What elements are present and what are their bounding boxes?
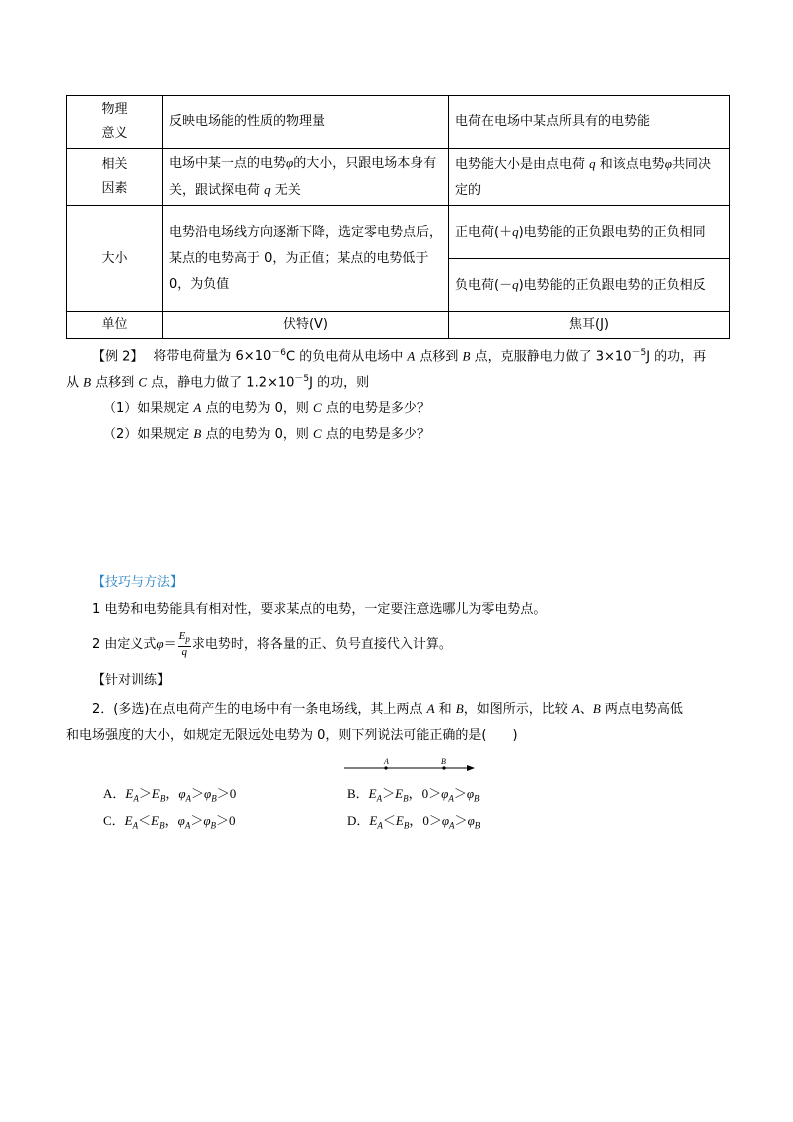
cell-potential-magnitude: 电势沿电场线方向逐渐下降，选定零电势点后，某点的电势高于 0，为正值；某点的电势低于 0，为负值 bbox=[163, 206, 449, 312]
E-symbol: E bbox=[369, 813, 378, 828]
text: )电势能的正负跟电势的正负相反 bbox=[518, 277, 706, 293]
text: 两点电势高低 bbox=[600, 702, 683, 717]
row-label-magnitude: 大小 bbox=[67, 206, 163, 312]
point-B: B bbox=[462, 348, 471, 364]
point-A: A bbox=[571, 701, 580, 716]
E-symbol: E bbox=[395, 813, 404, 828]
point-B: B bbox=[455, 701, 464, 716]
subscript: A bbox=[449, 820, 455, 831]
zero: 0 bbox=[421, 786, 429, 801]
subscript: B bbox=[210, 820, 217, 831]
E-symbol: E bbox=[125, 786, 134, 801]
option-label: D． bbox=[347, 813, 370, 828]
gt-sign: ＞ bbox=[216, 813, 230, 828]
option-label: A． bbox=[103, 786, 126, 801]
equals-sign: ＝ bbox=[163, 637, 177, 652]
cell-energy-positive bbox=[449, 206, 730, 259]
option-label: B． bbox=[347, 786, 369, 801]
cell-potential-meaning: 反映电场能的性质的物理量 bbox=[163, 96, 449, 149]
diagram-label-B: B bbox=[441, 757, 446, 766]
subscript: B bbox=[211, 793, 217, 804]
table-row bbox=[67, 149, 730, 206]
phi-symbol: φ bbox=[177, 813, 185, 828]
gt-sign: ＞ bbox=[453, 786, 467, 801]
field-line-diagram bbox=[344, 757, 476, 775]
table-row bbox=[67, 312, 730, 339]
E-symbol: E bbox=[151, 813, 160, 828]
point-B-dot bbox=[442, 766, 445, 769]
fraction-denominator: q bbox=[181, 645, 187, 658]
text: 点，静电力做了 1.2×10 bbox=[147, 375, 295, 391]
gt-sign: ＞ bbox=[138, 786, 152, 801]
training-question-line-2: 和电场强度的大小，如规定无限远处电势为 0，则下列说法可能正确的是( ) bbox=[66, 728, 518, 743]
subscript: A bbox=[185, 793, 192, 804]
example-question-2 bbox=[103, 421, 430, 447]
text: 2．(多选)在点电荷产生的电场中有一条电场线，其上两点 bbox=[92, 702, 427, 717]
option-label: C． bbox=[103, 813, 125, 828]
gt-sign: ＞ bbox=[428, 813, 442, 828]
text: 和该点电势 bbox=[595, 156, 665, 172]
gt-sign: ＞ bbox=[382, 786, 396, 801]
point-C: C bbox=[138, 374, 148, 390]
phi-symbol: φ bbox=[467, 813, 475, 828]
subscript: B bbox=[474, 793, 480, 804]
text: 电势能大小是由点电荷 bbox=[455, 156, 590, 172]
example-question-1 bbox=[103, 395, 430, 421]
zero: 0 bbox=[422, 813, 429, 828]
training-title: 【针对训练】 bbox=[92, 673, 171, 688]
text: )电势能的正负跟电势的正负相同 bbox=[518, 224, 706, 240]
point-A-dot bbox=[384, 766, 387, 769]
text: C 的负电荷从电场中 bbox=[285, 349, 408, 365]
text: 点移到 bbox=[415, 349, 463, 365]
point-C: C bbox=[313, 400, 322, 415]
subscript: A bbox=[133, 793, 139, 804]
text: 从 bbox=[66, 375, 84, 391]
text: 负电荷(－ bbox=[455, 277, 513, 293]
example-line-1 bbox=[92, 341, 732, 369]
fraction bbox=[178, 631, 191, 657]
comma: ， bbox=[408, 786, 422, 801]
row-label-meaning: 物理 意义 bbox=[67, 96, 163, 149]
phi-symbol: φ bbox=[178, 786, 186, 801]
skills-item-2 bbox=[92, 631, 452, 658]
table-row bbox=[67, 96, 730, 149]
text: J 的功，则 bbox=[309, 375, 370, 391]
option-C bbox=[103, 808, 236, 839]
E-symbol: E bbox=[368, 786, 377, 801]
q-symbol: q bbox=[264, 182, 271, 197]
row-label-unit: 单位 bbox=[67, 312, 163, 339]
point-A: A bbox=[426, 701, 435, 716]
text: 正电荷(＋ bbox=[455, 224, 513, 240]
text: 无关 bbox=[270, 183, 301, 198]
subscript: B bbox=[474, 820, 481, 831]
subscript: A bbox=[448, 793, 454, 804]
option-A bbox=[103, 781, 236, 812]
text: 点的电势为 0，则 bbox=[201, 427, 314, 442]
example-line-2 bbox=[66, 367, 369, 395]
comma: ， bbox=[165, 786, 179, 801]
point-A: A bbox=[407, 348, 416, 364]
skills-item-1: 1 电势和电势能具有相对性，要求某点的电势，一定要注意选哪儿为零电势点。 bbox=[92, 602, 547, 617]
text: 求电势时，将各量的正、负号直接代入计算。 bbox=[191, 637, 452, 652]
table-row bbox=[67, 206, 730, 259]
subscript: A bbox=[184, 820, 191, 831]
phi-symbol: φ bbox=[203, 813, 211, 828]
text: 点的电势是多少？ bbox=[321, 427, 430, 442]
text: 将带电荷量为 6×10 bbox=[153, 349, 272, 365]
exponent: －5 bbox=[631, 348, 647, 358]
cell-energy-negative bbox=[449, 259, 730, 312]
text: 点移到 bbox=[91, 375, 139, 391]
E-symbol: E bbox=[395, 786, 404, 801]
text: （2）如果规定 bbox=[103, 427, 194, 442]
q-symbol: q bbox=[589, 155, 596, 171]
phi-symbol: φ bbox=[664, 155, 672, 171]
subscript: p bbox=[185, 634, 190, 645]
text: （1）如果规定 bbox=[103, 401, 194, 416]
row-label-factors: 相关 因素 bbox=[67, 149, 163, 206]
cell-energy-factors bbox=[449, 149, 730, 206]
text: 点的电势是多少？ bbox=[321, 401, 430, 416]
text: 点，克服静电力做了 3×10 bbox=[470, 349, 632, 365]
E-symbol: E bbox=[124, 813, 133, 828]
gt-sign: ＞ bbox=[190, 813, 204, 828]
subscript: B bbox=[403, 793, 409, 804]
phi-symbol: φ bbox=[286, 155, 294, 170]
phi-symbol: φ bbox=[156, 636, 164, 651]
phi-symbol: φ bbox=[441, 786, 449, 801]
point-B: B bbox=[592, 701, 601, 716]
gt-sign: ＞ bbox=[428, 786, 442, 801]
gt-sign: ＞ bbox=[454, 813, 468, 828]
subscript: B bbox=[159, 820, 165, 831]
subscript: B bbox=[159, 793, 166, 804]
text: 的大小，只跟电场本身有关，跟试探电荷 bbox=[169, 156, 437, 198]
lt-sign: ＜ bbox=[382, 813, 396, 828]
point-B: B bbox=[193, 426, 202, 441]
q-symbol: q bbox=[512, 276, 519, 292]
phi-symbol: φ bbox=[466, 786, 475, 801]
subscript: A bbox=[377, 820, 383, 831]
subscript: A bbox=[132, 820, 139, 831]
text: 2 由定义式 bbox=[92, 637, 157, 652]
training-question-line-1 bbox=[92, 696, 732, 722]
option-D bbox=[347, 808, 480, 839]
example-tag: 【例 2】 bbox=[92, 349, 144, 365]
lt-sign: ＜ bbox=[138, 813, 152, 828]
cell-energy-unit: 焦耳(J) bbox=[449, 312, 730, 339]
comparison-table bbox=[66, 95, 730, 339]
comma: ， bbox=[409, 813, 423, 828]
diagram-label-A: A bbox=[384, 757, 389, 766]
text: 和 bbox=[434, 702, 456, 717]
text: 点的电势为 0，则 bbox=[201, 401, 314, 416]
text: 电场中某一点的电势 bbox=[169, 156, 287, 171]
gt-sign: ＞ bbox=[191, 786, 205, 801]
E-symbol: E bbox=[178, 630, 186, 643]
zero: 0 bbox=[229, 786, 237, 801]
option-B bbox=[347, 781, 480, 812]
skills-title: 【技巧与方法】 bbox=[92, 575, 184, 590]
point-A: A bbox=[193, 400, 202, 415]
fraction-numerator bbox=[178, 631, 191, 646]
text: 共同决定的 bbox=[455, 156, 711, 198]
phi-symbol: φ bbox=[204, 786, 212, 801]
point-B: B bbox=[83, 374, 92, 390]
cell-potential-factors bbox=[163, 149, 449, 206]
exponent: －5 bbox=[294, 374, 310, 384]
point-C: C bbox=[313, 426, 322, 441]
text: ，如图所示，比较 bbox=[463, 702, 572, 717]
cell-potential-unit: 伏特(V) bbox=[163, 312, 449, 339]
exponent: －6 bbox=[271, 348, 286, 358]
q-symbol: q bbox=[512, 223, 519, 239]
text: 、 bbox=[579, 702, 593, 717]
comma: ， bbox=[164, 813, 178, 828]
E-symbol: E bbox=[151, 786, 160, 801]
phi-symbol: φ bbox=[441, 813, 450, 828]
subscript: B bbox=[403, 820, 410, 831]
text: J 的功，再 bbox=[646, 349, 707, 365]
subscript: A bbox=[376, 793, 383, 804]
gt-sign: ＞ bbox=[216, 786, 230, 801]
arrow-head-icon bbox=[467, 765, 475, 771]
cell-energy-meaning: 电荷在电场中某点所具有的电势能 bbox=[449, 96, 730, 149]
zero: 0 bbox=[229, 813, 236, 828]
